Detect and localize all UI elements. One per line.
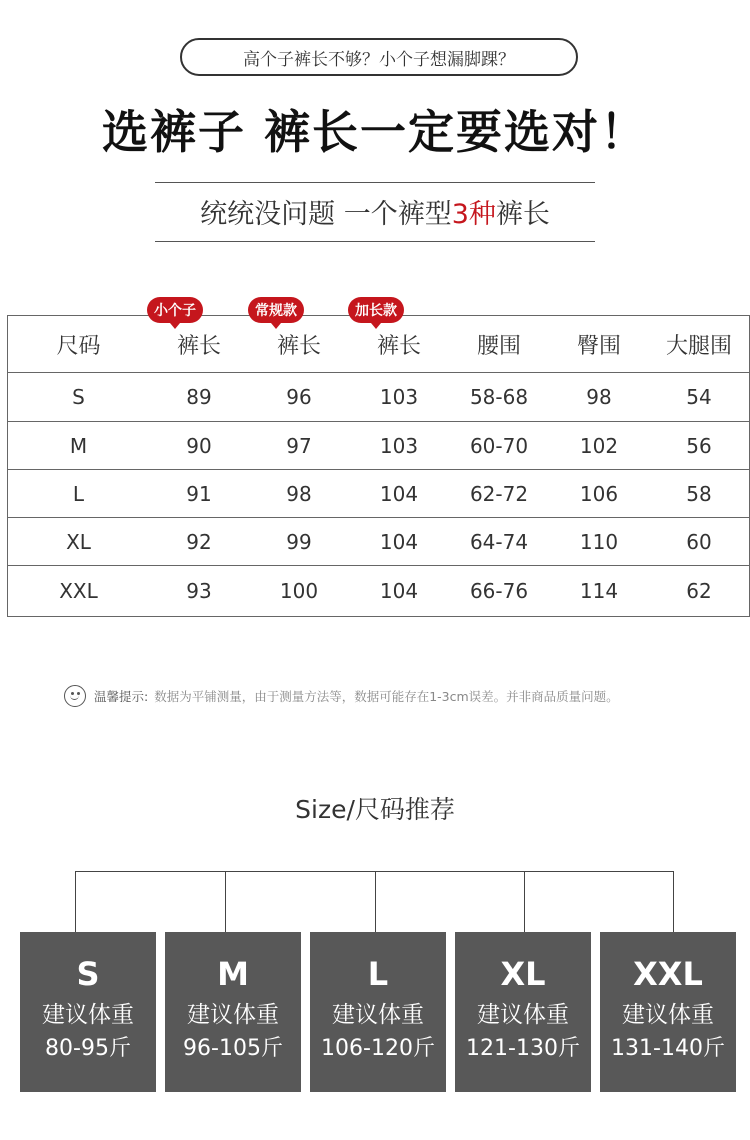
cell-waist: 64-74 [469,529,529,554]
size-card-m [165,932,301,1092]
headline: 选裤子 裤长一定要选对！ [101,105,648,159]
cell-length-regular: 97 [286,433,312,458]
cell-length-regular: 99 [286,529,312,554]
card-size: L [367,955,389,993]
cell-waist: 60-70 [469,433,529,458]
cell-hip: 98 [586,385,612,409]
column-header-thigh: 大腿围 [665,333,732,359]
cell-length-regular: 96 [286,385,312,409]
connector-vertical [524,871,525,932]
cell-length-regular: 100 [279,579,319,603]
cell-size: M [69,433,88,458]
card-label: 建议体重 [42,1002,134,1028]
subtitle-divider-top [155,182,595,183]
cell-thigh: 54 [686,385,712,409]
connector-vertical [375,871,376,932]
size-card-xxl [600,932,736,1092]
card-weight: 106-120斤 [321,1036,435,1061]
column-header-waist: 腰围 [476,333,521,359]
tip-label: 温馨提示: [94,689,149,704]
cell-hip: 106 [579,481,619,506]
cell-waist: 66-76 [469,579,529,603]
cell-length-short: 92 [186,529,212,554]
card-weight: 131-140斤 [611,1036,725,1061]
cell-size: XXL [59,579,98,603]
column-header-length-long: 裤长 [376,333,421,359]
cell-length-long: 104 [379,481,419,506]
card-label: 建议体重 [477,1002,569,1028]
table-row [8,517,749,565]
cell-length-long: 103 [379,433,419,458]
card-size: M [217,955,249,993]
card-weight: 121-130斤 [466,1036,580,1061]
size-table [7,315,750,617]
smiley-face-icon [64,685,86,707]
measurement-tip [64,684,619,708]
cell-length-short: 91 [186,481,212,506]
table-row [8,421,749,469]
subtitle-suffix: 裤长 [495,199,550,230]
size-card-xl [455,932,591,1092]
table-row [8,565,749,616]
tag-regular: 常规款 [248,297,304,323]
cell-length-long: 103 [379,385,419,409]
cell-hip: 114 [579,579,619,603]
cell-size: L [72,481,85,506]
subtitle [0,192,750,231]
table-row [8,469,749,517]
column-header-length-short: 裤长 [176,333,221,359]
cell-size: S [72,385,85,409]
size-card-s [20,932,156,1092]
card-size: XL [500,955,546,993]
size-recommendation-title: Size/尺码推荐 [295,795,455,824]
subtitle-highlight: 3种 [451,199,496,230]
header-pill [180,38,578,76]
card-size: XXL [633,955,703,993]
card-weight: 80-95斤 [45,1036,131,1061]
cell-length-short: 89 [186,385,212,409]
card-weight: 96-105斤 [183,1036,283,1061]
table-row [8,372,749,421]
cell-thigh: 62 [686,579,712,603]
cell-thigh: 56 [686,433,712,458]
cell-waist: 58-68 [469,385,529,409]
subtitle-prefix: 统统没问题 一个裤型 [200,199,452,230]
tip-text: 数据为平铺测量，由于测量方法等，数据可能存在1-3cm误差。并非商品质量问题。 [154,689,619,704]
cell-thigh: 60 [686,529,712,554]
cell-length-short: 93 [186,579,212,603]
cell-waist: 62-72 [469,481,529,506]
cell-length-long: 104 [379,579,419,603]
column-header-hip: 臀围 [576,333,621,359]
cell-hip: 110 [579,529,619,554]
cell-length-long: 104 [379,529,419,554]
card-label: 建议体重 [332,1002,424,1028]
cell-size: XL [66,529,91,554]
size-card-l [310,932,446,1092]
cell-thigh: 58 [686,481,712,506]
cell-length-short: 90 [186,433,212,458]
connector-vertical [75,871,76,932]
card-label: 建议体重 [187,1002,279,1028]
header-pill-text: 高个子裤长不够？小个子想漏脚踝？ [243,49,515,70]
cell-length-regular: 98 [286,481,312,506]
tag-petite: 小个子 [147,297,203,323]
tag-long: 加长款 [348,297,404,323]
subtitle-divider-bottom [155,241,595,242]
connector-vertical [225,871,226,932]
column-header-size: 尺码 [56,333,101,359]
connector-vertical [673,871,674,932]
column-header-length-regular: 裤长 [276,333,321,359]
card-label: 建议体重 [622,1002,714,1028]
cell-hip: 102 [579,433,619,458]
card-size: S [76,955,100,993]
